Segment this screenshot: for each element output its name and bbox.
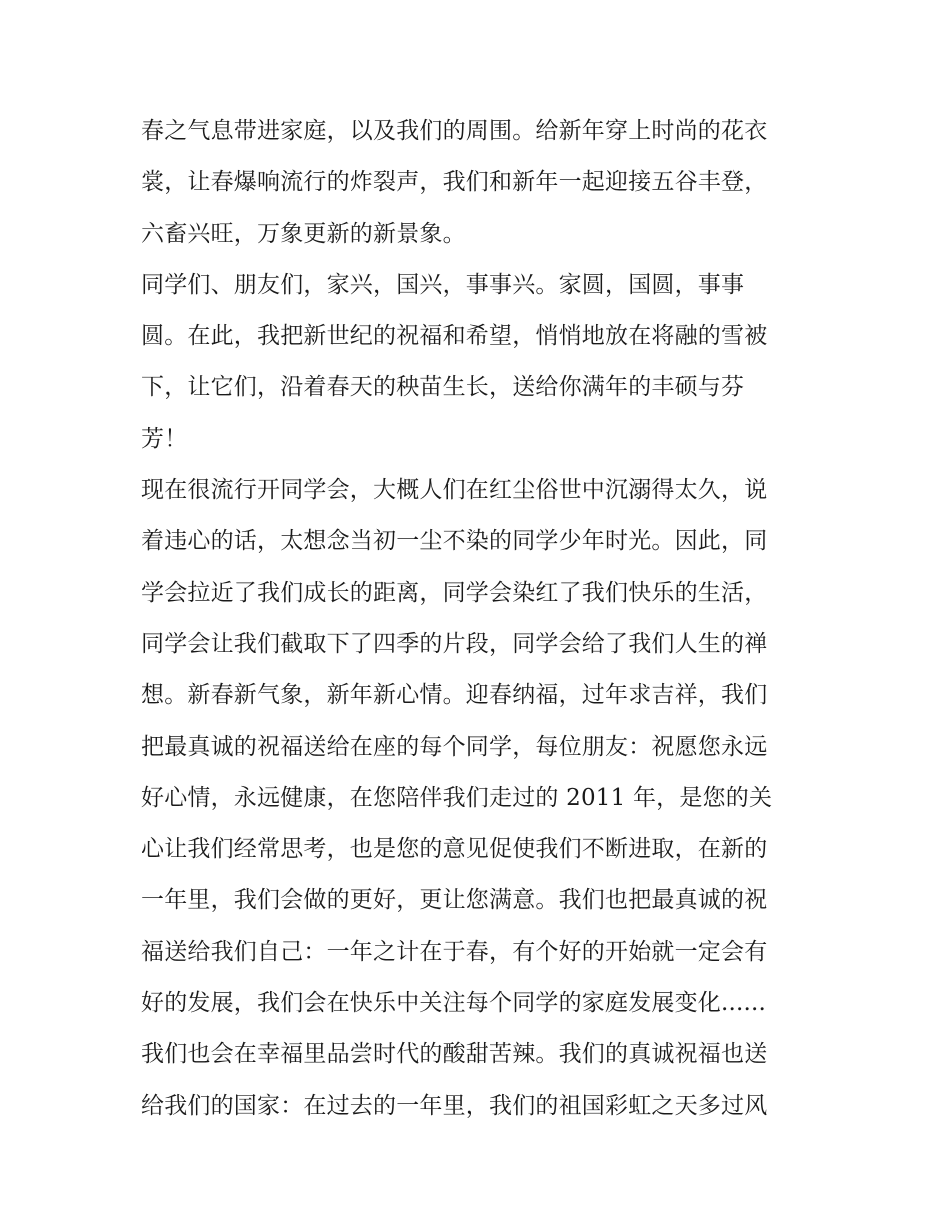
text-line: 我们也会在幸福里品尝时代的酸甜苦辣。我们的真诚祝福也送: [141, 1041, 768, 1068]
text-line: 好心情，永远健康，在您陪伴我们走过的 2011 年，是您的关: [141, 784, 773, 811]
text-line: 心让我们经常思考，也是您的意见促使我们不断进取，在新的: [141, 836, 768, 863]
text-line: 同学们、朋友们，家兴，国兴，事事兴。家圆，国圆，事事: [141, 271, 745, 298]
text-line: 芳！: [141, 425, 188, 452]
text-line: 想。新春新气象，新年新心情。迎春纳福，过年求吉祥，我们: [141, 682, 768, 709]
body-text: [141, 106, 821, 1132]
text-line: 把最真诚的祝福送给在座的每个同学，每位朋友：祝愿您永远: [141, 733, 768, 760]
text-line: 福送给我们自己：一年之计在于春，有个好的开始就一定会有: [141, 938, 768, 965]
text-line: 圆。在此，我把新世纪的祝福和希望，悄悄地放在将融的雪被: [141, 323, 768, 350]
text-line: 春之气息带进家庭，以及我们的周围。给新年穿上时尚的花衣: [141, 118, 768, 144]
text-line: 六畜兴旺，万象更新的新景象。: [141, 220, 466, 247]
text-line: 下，让它们，沿着春天的秧苗生长，送给你满年的丰硕与芬: [141, 374, 745, 401]
text-line: 着违心的话，太想念当初一尘不染的同学少年时光。因此，同: [141, 528, 768, 555]
text-line: 一年里，我们会做的更好，更让您满意。我们也把最真诚的祝: [141, 887, 768, 914]
text-line: 裳，让春爆响流行的炸裂声，我们和新年一起迎接五谷丰登，: [141, 169, 768, 196]
text-line: 学会拉近了我们成长的距离，同学会染红了我们快乐的生活，: [141, 579, 768, 606]
text-line: 现在很流行开同学会，大概人们在红尘俗世中沉溺得太久，说: [141, 477, 768, 504]
text-line: 同学会让我们截取下了四季的片段，同学会给了我们人生的禅: [141, 630, 768, 657]
text-line: 好的发展，我们会在快乐中关注每个同学的家庭发展变化......: [141, 990, 767, 1017]
text-line: 给我们的国家：在过去的一年里，我们的祖国彩虹之天多过风: [141, 1092, 768, 1119]
